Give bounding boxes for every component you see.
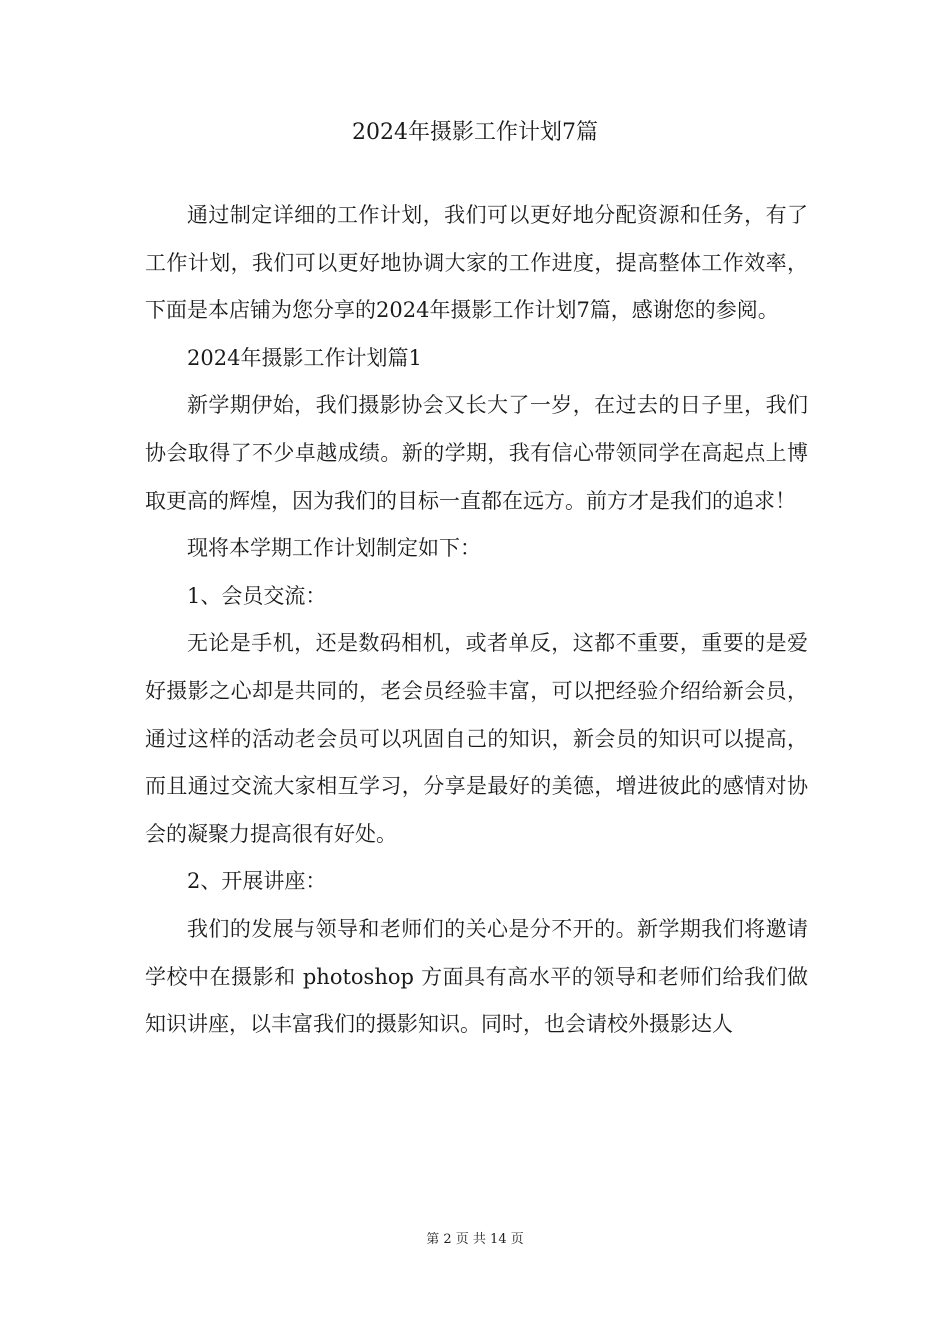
body-paragraph: 现将本学期工作计划制定如下： bbox=[187, 536, 481, 561]
body-paragraph: 新学期伊始，我们摄影协会又长大了一岁，在过去的日子里，我们协会取得了不少卓越成绩。新的学期，我有信心带领同学在高起点上博取更高的辉煌，因为我们的目标一直都在远方。前方才是我们的追求！ bbox=[145, 393, 808, 513]
subheading-lectures: 2、开展讲座： bbox=[187, 869, 327, 894]
body-paragraph: 我们的发展与领导和老师们的关心是分不开的。新学期我们将邀请学校中在摄影和 photoshop 方面具有高水平的领导和老师们给我们做知识讲座，以丰富我们的摄影知识。同时，也会请校外摄影达人 bbox=[145, 916, 808, 1037]
body-paragraph: 无论是手机，还是数码相机，或者单反，这都不重要，重要的是爱好摄影之心却是共同的，老会员经验丰富，可以把经验介绍给新会员，通过这样的活动老会员可以巩固自己的知识，新会员的知识可以提高，而且通过交流大家相互学习，分享是最好的美德，增进彼此的感情对协会的凝聚力提高很有好处。 bbox=[145, 631, 808, 846]
document-body bbox=[145, 192, 808, 1049]
intro-paragraph: 通过制定详细的工作计划，我们可以更好地分配资源和任务，有了工作计划，我们可以更好地协调大家的工作进度，提高整体工作效率，下面是本店铺为您分享的2024年摄影工作计划7篇，感谢您的参阅。 bbox=[145, 203, 808, 323]
document-title: 2024年摄影工作计划7篇 bbox=[352, 120, 598, 145]
subheading-member-exchange: 1、会员交流： bbox=[187, 583, 327, 608]
page-number-footer: 第 2 页 共 14 页 bbox=[426, 1232, 524, 1247]
section-heading-plan-1: 2024年摄影工作计划篇1 bbox=[187, 345, 422, 370]
